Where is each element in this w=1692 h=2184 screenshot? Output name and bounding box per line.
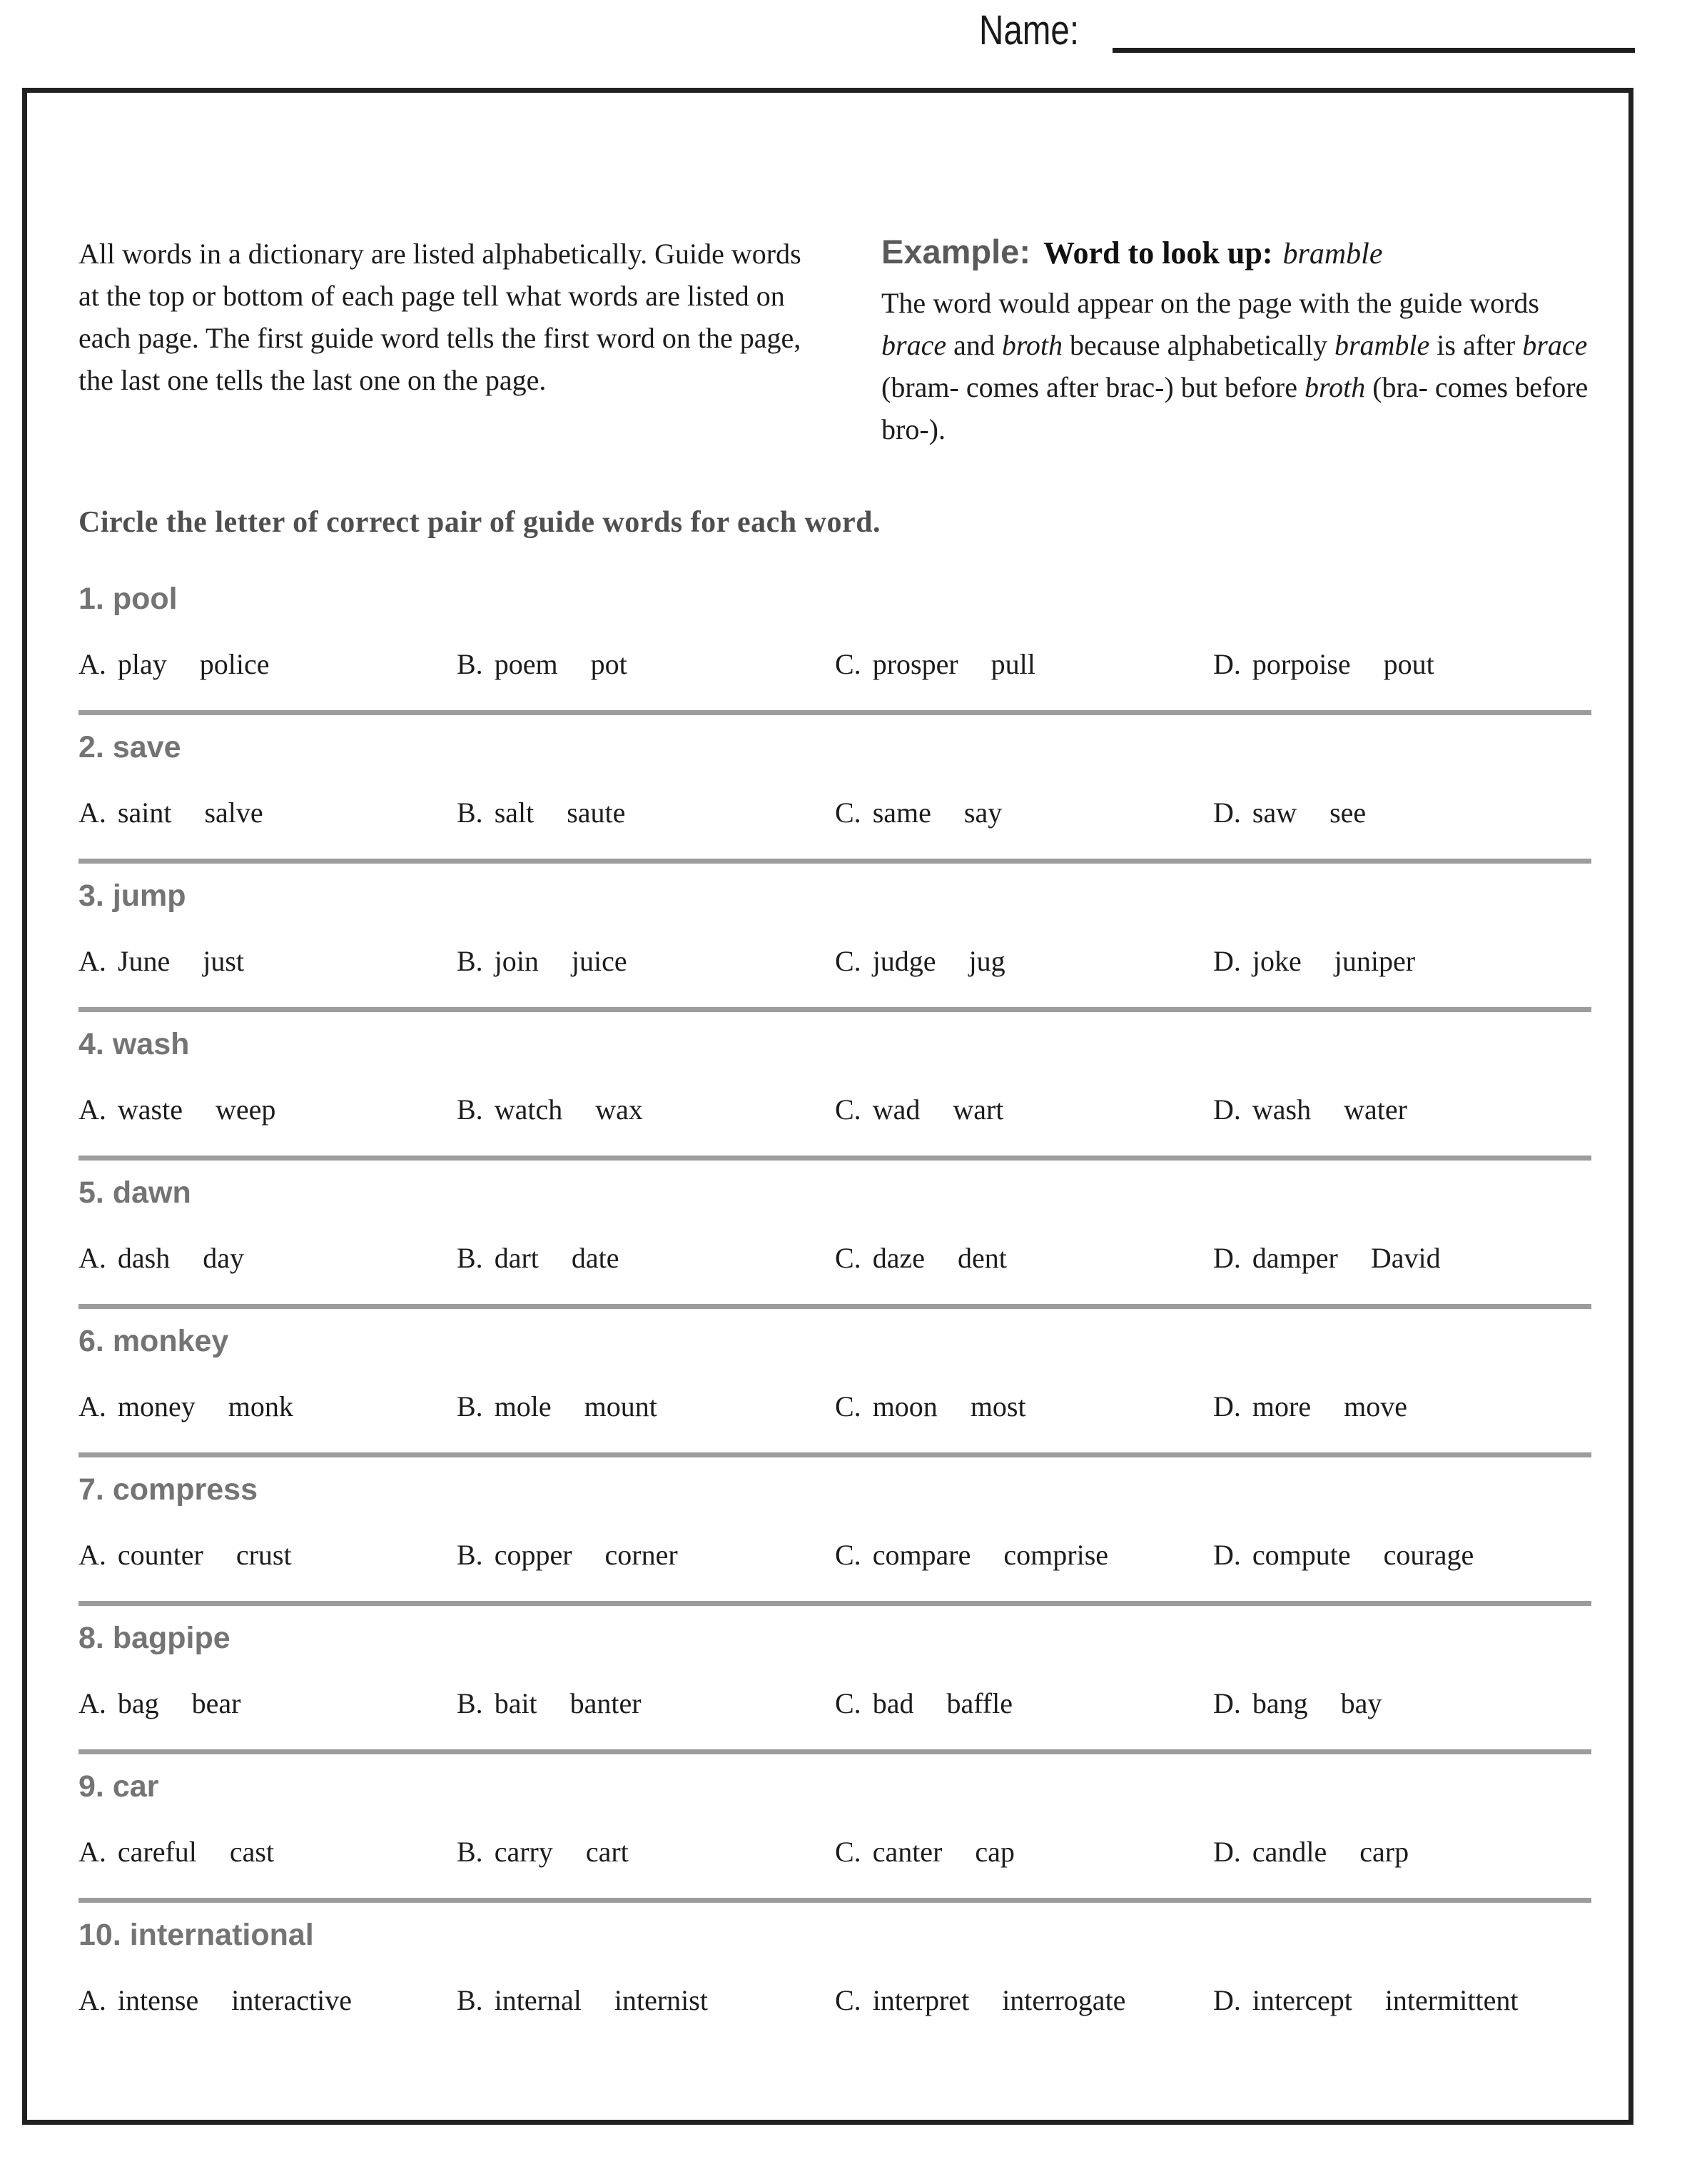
question-word: monkey	[112, 1324, 229, 1358]
option-a[interactable]	[78, 1241, 457, 1275]
guide-word-second: wax	[595, 1093, 643, 1126]
question-item	[78, 1178, 1591, 1326]
guide-word-first: porpoise	[1252, 648, 1351, 680]
options-row	[78, 1983, 1591, 2017]
text-segment: (bra- comes before bro-).	[881, 370, 1589, 445]
text-segment: because alphabetically	[1063, 328, 1334, 361]
option-a[interactable]	[78, 1835, 457, 1869]
options-row	[78, 1390, 1591, 1423]
question-heading	[78, 1623, 1591, 1654]
guide-word-second: just	[203, 945, 245, 977]
question-word: car	[112, 1769, 159, 1804]
options-row	[78, 1687, 1591, 1720]
guide-word-first: money	[117, 1390, 196, 1422]
guide-word-first: mole	[494, 1390, 552, 1422]
option-d[interactable]	[1213, 796, 1591, 829]
options-row	[78, 796, 1591, 829]
guide-word-second: jug	[968, 945, 1005, 977]
question-list	[78, 584, 1591, 2068]
guide-word-first: damper	[1252, 1242, 1338, 1274]
option-letter: A.	[78, 1687, 106, 1719]
guide-word-first: saint	[117, 797, 172, 829]
guide-word-second: baffle	[946, 1687, 1013, 1719]
option-letter: C.	[835, 648, 861, 680]
question-heading	[78, 732, 1591, 763]
guide-word-second: saute	[567, 797, 626, 829]
guide-word-first: poem	[494, 648, 558, 680]
italic-word: bramble	[1334, 328, 1430, 361]
question-number: 1.	[78, 582, 104, 616]
guide-word-second: juniper	[1334, 945, 1416, 977]
option-d[interactable]	[1213, 1093, 1591, 1126]
guide-word-first: daze	[872, 1242, 925, 1274]
option-c[interactable]	[835, 1538, 1213, 1572]
option-letter: B.	[457, 1984, 483, 2016]
option-letter: A.	[78, 1539, 106, 1571]
option-a[interactable]	[78, 1538, 457, 1572]
option-letter: B.	[457, 1539, 483, 1571]
option-letter: D.	[1213, 797, 1241, 829]
question-word: pool	[112, 582, 178, 616]
option-letter: C.	[835, 1539, 861, 1571]
intro-paragraph: All words in a dictionary are listed alphabetically. Guide words at the top or bottom of each page tell what words are listed on each page. The first guide word tells the first word on the page, the last one tells the last one on the page.	[78, 238, 801, 396]
option-letter: C.	[835, 1390, 861, 1422]
guide-word-first: bang	[1252, 1687, 1308, 1719]
option-letter: C.	[835, 1242, 861, 1274]
guide-word-first: carry	[494, 1836, 553, 1868]
guide-word-second: carp	[1359, 1836, 1409, 1868]
option-letter: B.	[457, 1390, 483, 1422]
question-heading	[78, 1771, 1591, 1802]
guide-word-second: juice	[571, 945, 627, 977]
question-number: 2.	[78, 730, 104, 764]
guide-word-first: bad	[872, 1687, 914, 1719]
question-item	[78, 1623, 1591, 1771]
question-item	[78, 732, 1591, 881]
example-lookup-word: bramble	[1282, 238, 1383, 271]
guide-word-first: careful	[117, 1836, 197, 1868]
option-c[interactable]	[835, 944, 1213, 978]
option-letter: A.	[78, 1836, 106, 1868]
example-heading	[881, 233, 1591, 272]
guide-word-first: more	[1252, 1390, 1312, 1422]
question-item	[78, 881, 1591, 1029]
option-letter: B.	[457, 1836, 483, 1868]
option-a[interactable]	[78, 647, 457, 681]
guide-word-first: candle	[1252, 1836, 1327, 1868]
guide-word-second: cart	[585, 1836, 629, 1868]
question-word: compress	[112, 1472, 258, 1507]
guide-word-first: compute	[1252, 1539, 1351, 1571]
guide-word-first: wash	[1252, 1093, 1312, 1126]
options-row	[78, 1835, 1591, 1869]
question-word: bagpipe	[112, 1621, 231, 1655]
option-a[interactable]	[78, 944, 457, 978]
question-heading	[78, 1920, 1591, 1951]
guide-word-first: waste	[117, 1093, 183, 1126]
guide-word-second: weep	[215, 1093, 276, 1126]
option-c[interactable]	[835, 647, 1213, 681]
example-body	[881, 282, 1591, 450]
option-a[interactable]	[78, 796, 457, 829]
guide-word-first: watch	[494, 1093, 563, 1126]
option-letter: D.	[1213, 1836, 1241, 1868]
guide-word-first: counter	[117, 1539, 203, 1571]
option-letter: B.	[457, 1242, 483, 1274]
guide-word-second: banter	[569, 1687, 642, 1719]
option-c[interactable]	[835, 1093, 1213, 1126]
question-item	[78, 1771, 1591, 1920]
guide-word-second: wart	[953, 1093, 1004, 1126]
option-letter: C.	[835, 1687, 861, 1719]
option-b[interactable]	[457, 1093, 835, 1126]
option-c[interactable]	[835, 1390, 1213, 1423]
question-word: dawn	[112, 1176, 191, 1210]
question-number: 4.	[78, 1027, 104, 1061]
question-item	[78, 1920, 1591, 2068]
guide-word-first: compare	[872, 1539, 971, 1571]
question-word: international	[129, 1918, 314, 1952]
name-label: Name:	[979, 7, 1080, 54]
guide-word-second: say	[963, 797, 1003, 829]
guide-word-second: pout	[1383, 648, 1434, 680]
option-d[interactable]	[1213, 1390, 1591, 1423]
italic-word: broth	[1305, 370, 1366, 403]
option-b[interactable]	[457, 1983, 835, 2017]
guide-word-first: joke	[1252, 945, 1302, 977]
guide-word-first: interpret	[872, 1984, 970, 2016]
guide-word-first: bait	[494, 1687, 537, 1719]
guide-word-first: same	[872, 797, 931, 829]
option-c[interactable]	[835, 1241, 1213, 1275]
text-segment: is after	[1429, 328, 1523, 361]
text-segment: (bram- comes after brac-) but before	[881, 370, 1305, 403]
option-letter: D.	[1213, 1390, 1241, 1422]
option-b[interactable]	[457, 796, 835, 829]
option-letter: C.	[835, 1093, 861, 1126]
italic-word: brace	[881, 328, 947, 361]
option-b[interactable]	[457, 1390, 835, 1423]
guide-word-first: prosper	[872, 648, 958, 680]
option-letter: B.	[457, 1093, 483, 1126]
example-block	[881, 233, 1591, 450]
option-a[interactable]	[78, 1093, 457, 1126]
option-letter: A.	[78, 1242, 106, 1274]
option-b[interactable]	[457, 1538, 835, 1572]
option-a[interactable]	[78, 1983, 457, 2017]
guide-word-second: monk	[228, 1390, 293, 1422]
guide-word-first: copper	[494, 1539, 572, 1571]
question-item	[78, 584, 1591, 732]
guide-word-second: internist	[614, 1984, 708, 2016]
options-row	[78, 1241, 1591, 1275]
option-d[interactable]	[1213, 647, 1591, 681]
worksheet-frame	[22, 88, 1633, 2125]
option-letter: D.	[1213, 1984, 1241, 2016]
guide-word-first: dart	[494, 1242, 539, 1274]
option-letter: A.	[78, 797, 106, 829]
guide-word-second: police	[199, 648, 270, 680]
option-letter: D.	[1213, 945, 1241, 977]
question-heading	[78, 1029, 1591, 1060]
guide-word-first: canter	[872, 1836, 943, 1868]
option-letter: A.	[78, 1984, 106, 2016]
guide-word-second: crust	[235, 1539, 292, 1571]
option-letter: D.	[1213, 1539, 1241, 1571]
option-letter: B.	[457, 945, 483, 977]
guide-word-first: dash	[117, 1242, 171, 1274]
question-number: 3.	[78, 879, 104, 913]
guide-word-second: interactive	[231, 1984, 352, 2016]
option-letter: D.	[1213, 1242, 1241, 1274]
option-a[interactable]	[78, 1390, 457, 1423]
question-item	[78, 1029, 1591, 1178]
guide-word-second: date	[571, 1242, 619, 1274]
name-row	[979, 7, 1635, 56]
italic-word: broth	[1001, 328, 1063, 361]
guide-word-second: mount	[584, 1390, 657, 1422]
option-b[interactable]	[457, 647, 835, 681]
option-a[interactable]	[78, 1687, 457, 1720]
option-b[interactable]	[457, 1241, 835, 1275]
question-word: save	[112, 730, 181, 764]
question-item	[78, 1472, 1591, 1623]
question-word: jump	[112, 879, 186, 913]
guide-word-second: salve	[204, 797, 263, 829]
options-row	[78, 1093, 1591, 1126]
question-heading	[78, 1178, 1591, 1208]
question-number: 10.	[78, 1918, 121, 1952]
option-letter: D.	[1213, 1093, 1241, 1126]
option-letter: B.	[457, 797, 483, 829]
guide-word-first: play	[117, 648, 167, 680]
italic-word: brace	[1522, 328, 1588, 361]
option-letter: B.	[457, 1687, 483, 1719]
guide-word-first: wad	[872, 1093, 921, 1126]
guide-word-first: saw	[1252, 797, 1297, 829]
option-letter: A.	[78, 1093, 106, 1126]
text-segment: The word would appear on the page with the guide words	[881, 286, 1539, 319]
options-row	[78, 1538, 1591, 1572]
guide-word-first: intense	[117, 1984, 199, 2016]
guide-word-second: comprise	[1003, 1539, 1109, 1571]
top-row	[78, 233, 1591, 450]
guide-word-second: cap	[975, 1836, 1015, 1868]
question-number: 6.	[78, 1324, 104, 1358]
example-lookup-label: Word to look up:	[1043, 236, 1273, 271]
question-number: 5.	[78, 1176, 104, 1210]
question-heading	[78, 881, 1591, 911]
guide-word-second: corner	[604, 1539, 678, 1571]
guide-word-second: cast	[229, 1836, 275, 1868]
option-b[interactable]	[457, 1687, 835, 1720]
guide-word-second: bay	[1340, 1687, 1382, 1719]
question-heading	[78, 1472, 1591, 1507]
guide-word-first: June	[117, 945, 171, 977]
question-item	[78, 1326, 1591, 1475]
guide-word-first: bag	[117, 1687, 159, 1719]
guide-word-first: judge	[872, 945, 936, 977]
guide-word-second: move	[1344, 1390, 1407, 1422]
option-d[interactable]	[1213, 1241, 1591, 1275]
option-c[interactable]	[835, 1835, 1213, 1869]
guide-word-second: water	[1344, 1093, 1407, 1126]
option-letter: C.	[835, 945, 861, 977]
guide-word-second: bear	[191, 1687, 241, 1719]
option-letter: C.	[835, 1984, 861, 2016]
guide-word-second: pot	[590, 648, 627, 680]
guide-word-first: intercept	[1252, 1984, 1352, 2016]
guide-word-first: internal	[494, 1984, 582, 2016]
option-letter: A.	[78, 1390, 106, 1422]
question-heading	[78, 584, 1591, 615]
option-letter: B.	[457, 648, 483, 680]
option-letter: D.	[1213, 648, 1241, 680]
option-letter: C.	[835, 1836, 861, 1868]
text-segment: and	[946, 328, 1002, 361]
option-d[interactable]	[1213, 1983, 1591, 2017]
guide-word-first: join	[494, 945, 539, 977]
guide-word-second: intermittent	[1384, 1984, 1519, 2016]
option-b[interactable]	[457, 1835, 835, 1869]
name-blank-line[interactable]	[1113, 48, 1635, 53]
guide-word-second: pull	[991, 648, 1035, 680]
option-letter: A.	[78, 648, 106, 680]
option-letter: C.	[835, 797, 861, 829]
option-letter: D.	[1213, 1687, 1241, 1719]
guide-word-first: moon	[872, 1390, 938, 1422]
question-word: wash	[112, 1027, 190, 1061]
guide-word-second: most	[970, 1390, 1026, 1422]
example-label: Example:	[881, 233, 1030, 271]
options-row	[78, 647, 1591, 681]
options-row	[78, 944, 1591, 978]
guide-word-second: courage	[1383, 1539, 1474, 1571]
guide-word-second: interrogate	[1002, 1984, 1126, 2016]
option-d[interactable]	[1213, 1687, 1591, 1720]
question-number: 9.	[78, 1769, 104, 1804]
instruction-text: Circle the letter of correct pair of guide words for each word.	[78, 506, 881, 539]
option-b[interactable]	[457, 944, 835, 978]
option-c[interactable]	[835, 796, 1213, 829]
guide-word-second: David	[1370, 1242, 1441, 1274]
option-d[interactable]	[1213, 1835, 1591, 1869]
guide-word-first: salt	[494, 797, 535, 829]
guide-word-second: day	[203, 1242, 244, 1274]
question-number: 8.	[78, 1621, 104, 1655]
guide-word-second: dent	[957, 1242, 1007, 1274]
option-d[interactable]	[1213, 944, 1591, 978]
option-letter: A.	[78, 945, 106, 977]
option-c[interactable]	[835, 1687, 1213, 1720]
guide-word-second: see	[1329, 797, 1367, 829]
option-d[interactable]	[1213, 1538, 1591, 1572]
question-number: 7.	[78, 1472, 104, 1507]
question-heading	[78, 1326, 1591, 1357]
option-c[interactable]	[835, 1983, 1213, 2017]
